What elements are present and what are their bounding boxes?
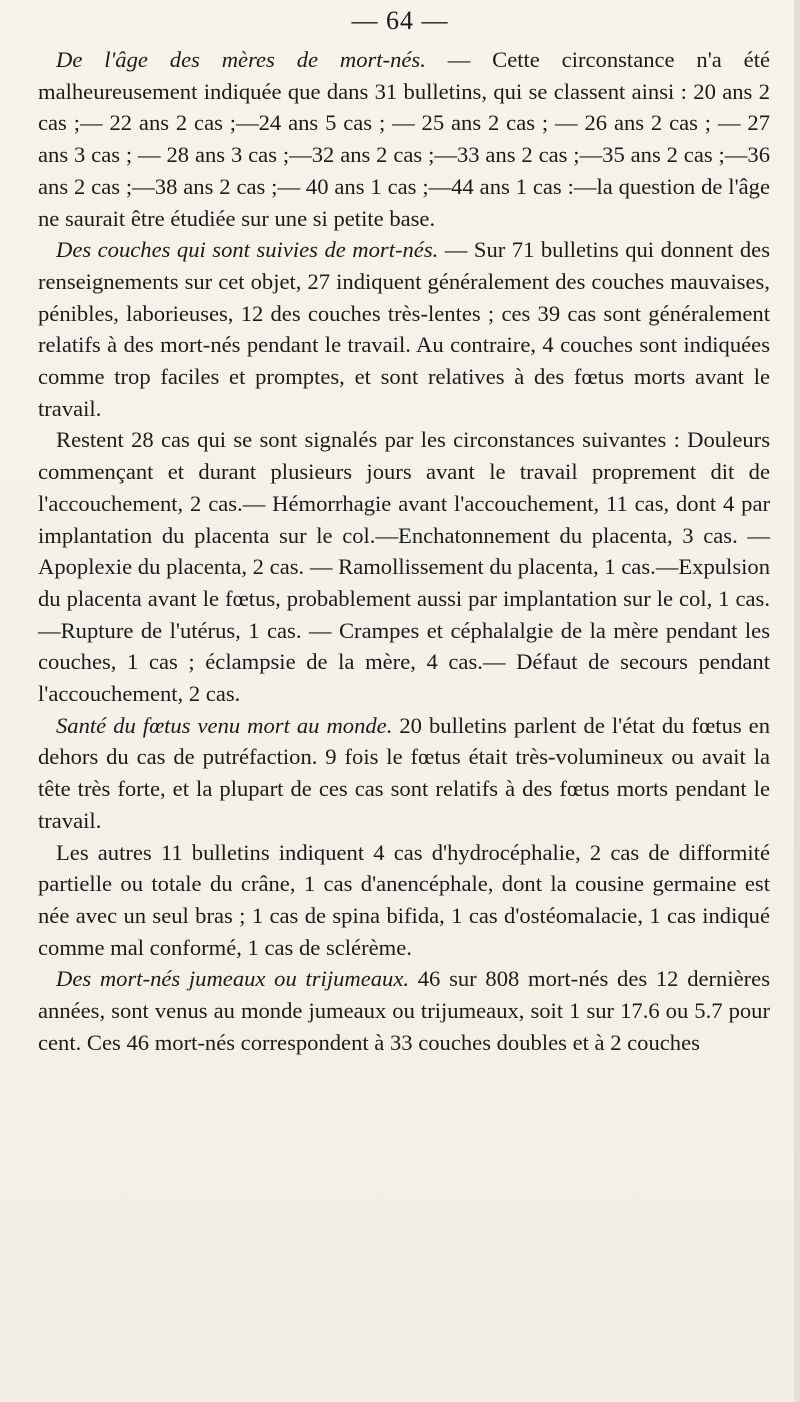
section-heading: De l'âge des mères de mort-nés. xyxy=(56,47,426,72)
section-heading: Santé du fœtus venu mort au monde. xyxy=(56,712,393,738)
paragraph-autres-bulletins xyxy=(38,837,770,964)
section-heading: Des mort-nés jumeaux ou trijumeaux. xyxy=(56,966,410,992)
paragraph-jumeaux xyxy=(38,963,770,1058)
paragraph-text: 20 bulletins parlent de l'état du fœtus en dehors du cas de putréfaction. 9 fois le fœtus était très-volumineux ou avait la tête très forte, et la plupart de ces cas sont relatifs à des fœtus morts pendant le travail. xyxy=(38,712,770,833)
paragraph-text: Restent 28 cas qui se sont signalés par les circonstances suivantes : Douleurs commençant et durant plusieurs jours avant le travail proprement dit de l'accouchement, 2 cas.— Hémorrhagie avant l'accouchement, 11 cas, dont 4 par implantation du placenta sur le col.—Enchatonnement du placenta, 3 cas. — Apoplexie du placenta, 2 cas. — Ramollissement du placenta, 1 cas.—Expulsion du placenta avant le fœtus, probablement aussi par implantation sur le col, 1 cas.—Rupture de l'utérus, 1 cas. — Crampes et céphalalgie de la mère pendant les couches, 1 cas ; éclampsie de la mère, 4 cas.— Défaut de secours pendant l'accouchement, 2 cas. xyxy=(38,427,770,707)
paragraph-restent xyxy=(38,424,770,709)
paragraph-sante-foetus xyxy=(38,710,770,837)
paragraph-text: — Sur 71 bulletins qui donnent des renseignements sur cet objet, 27 indiquent généralement des couches mauvaises, pénibles, laborieuses, 12 des couches très-lentes ; ces 39 cas sont généralement relatifs à des mort-nés pendant le travail. Au contraire, 4 couches sont indiquées comme trop faciles et promptes, et sont relatives à des fœtus morts avant le travail. xyxy=(38,237,771,421)
paragraph-age-meres xyxy=(38,44,770,234)
paragraph-text: 46 sur 808 mort-nés des 12 dernières années, sont venus au monde jumeaux ou trijumeaux, soit 1 sur 17.6 ou 5.7 pour cent. Ces 46 mort-nés correspondent à 33 couches doubles et à 2 couches xyxy=(38,966,770,1055)
paragraph-couches xyxy=(38,234,770,424)
body-text xyxy=(38,44,770,1059)
section-heading: Des couches qui sont suivies de mort-nés. xyxy=(56,237,439,263)
page-number: — 64 — xyxy=(351,6,449,35)
page-edge xyxy=(794,0,800,1402)
paragraph-text: — Cette circonstance n'a été malheureusement indiquée que dans 31 bulletins, qui se classent ainsi : 20 ans 2 cas ;— 22 ans 2 cas ;—24 ans 5 cas ; — 25 ans 2 cas ; — 26 ans 2 cas ; — 27 ans 3 cas ; — 28 ans 3 cas ;—32 ans 2 cas ;—33 ans 2 cas ;—35 ans 2 cas ;—36 ans 2 cas ;—38 ans 2 cas ;— 40 ans 1 cas ;—44 ans 1 cas :—la question de l'âge ne saurait être étudiée sur une si petite base. xyxy=(38,47,771,231)
paragraph-text: Les autres 11 bulletins indiquent 4 cas d'hydrocéphalie, 2 cas de difformité partielle ou totale du crâne, 1 cas d'anencéphale, dont la cousine germaine est née avec un seul bras ; 1 cas de spina bifida, 1 cas d'ostéomalacie, 1 cas indiqué comme mal conformé, 1 cas de sclérème. xyxy=(38,839,770,960)
